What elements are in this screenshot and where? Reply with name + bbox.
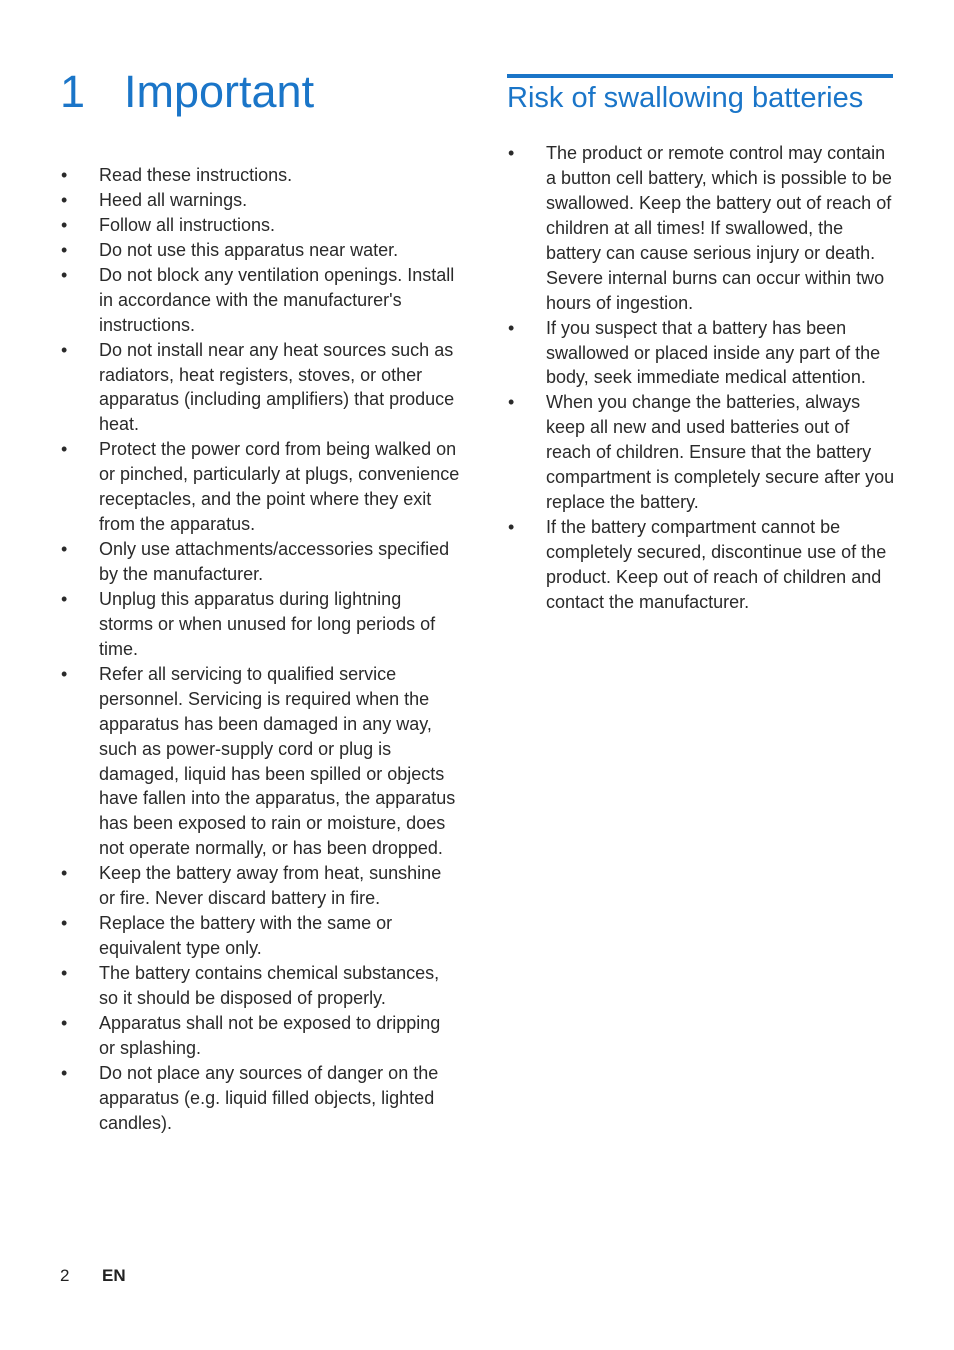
list-item: • Do not place any sources of danger on the apparatus (e.g. liquid filled objects, lighted candles). [61,1062,439,1133]
list-item: • Follow all instructions. [60,213,460,238]
chapter-title: Important [124,66,315,117]
list-item: • Keep the battery away from heat, sunshine or fire. Never discard battery in fire. [61,863,442,909]
bullet-icon: • [61,339,68,360]
list-item: • Replace the battery with the same or equivalent type only. [61,913,393,959]
chapter-number: 1 [60,66,86,117]
bullet-icon: • [61,963,68,983]
bullet-icon: • [61,189,68,210]
bullet-icon: • [508,143,515,163]
section-title: Risk of swallowing batteries [507,82,864,114]
list-item: • Unplug this apparatus during lightning storms or when unused for long periods of time. [61,588,436,659]
list-item: • Refer all servicing to qualified service personnel. Servicing is required when the apparatus has been damaged in any way, such as power-supply cord or plug is damaged, liquid has been spilled or objects have fallen into the apparatus, the apparatus has been exposed to rain or moisture, does not operate normally, or has been dropped. [61,663,456,859]
list-item: • Do not block any ventilation openings. Install in accordance with the manufacturer's instructions. [61,264,455,335]
bullet-icon: • [61,214,68,235]
list-item: • Apparatus shall not be exposed to dripping or splashing. [61,1012,441,1058]
list-item: • Only use attachments/accessories specified by the manufacturer. [61,539,450,584]
bullet-icon: • [61,539,68,560]
bullet-icon: • [61,1012,68,1033]
bullet-icon: • [61,663,68,684]
section-divider [507,74,893,78]
list-item: • Do not install near any heat sources such as radiators, heat registers, stoves, or other apparatus (including amplifiers) that produce heat. [61,339,455,435]
important-list [60,163,460,1136]
bullet-icon: • [61,588,68,609]
chapter-heading [60,66,314,118]
list-item: • The battery contains chemical substances, so it should be disposed of properly. [61,963,440,1008]
list-item: • If you suspect that a battery has been swallowed or placed inside any part of the body, seek immediate medical attention. [508,317,881,388]
bullet-icon: • [508,317,515,338]
bullet-icon: • [61,913,68,934]
bullet-icon: • [61,264,68,285]
bullet-icon: • [61,863,68,884]
list-item: • Heed all warnings. [60,188,460,213]
list-item: • Read these instructions. [60,163,460,188]
list-item: • The product or remote control may contain a button cell battery, which is possible to be swallowed. Keep the battery out of reach of children at all times! If swallowed, the battery can cause serious injury or death. Severe internal burns can occur within two hours of ingestion. [508,143,892,313]
list-item: • When you change the batteries, always keep all new and used batteries out of reach of children. Ensure that the battery compartment is completely secure after you replace the battery. [508,392,895,513]
list-item: • Do not use this apparatus near water. [60,238,460,263]
battery-warning-list [507,141,899,615]
list-item: • If the battery compartment cannot be completely secured, discontinue use of the product. Keep out of reach of children and contact the manufacturer. [508,517,887,612]
bullet-icon: • [61,165,68,185]
bullet-icon: • [508,392,515,413]
bullet-icon: • [61,439,68,460]
language-code: EN [102,1266,126,1285]
bullet-icon: • [61,239,68,260]
page-footer [60,1266,126,1286]
page-number: 2 [60,1266,70,1285]
list-item: • Protect the power cord from being walked on or pinched, particularly at plugs, convenience receptacles, and the point where they exit from the apparatus. [61,439,460,535]
bullet-icon: • [508,517,515,538]
bullet-icon: • [61,1062,68,1083]
